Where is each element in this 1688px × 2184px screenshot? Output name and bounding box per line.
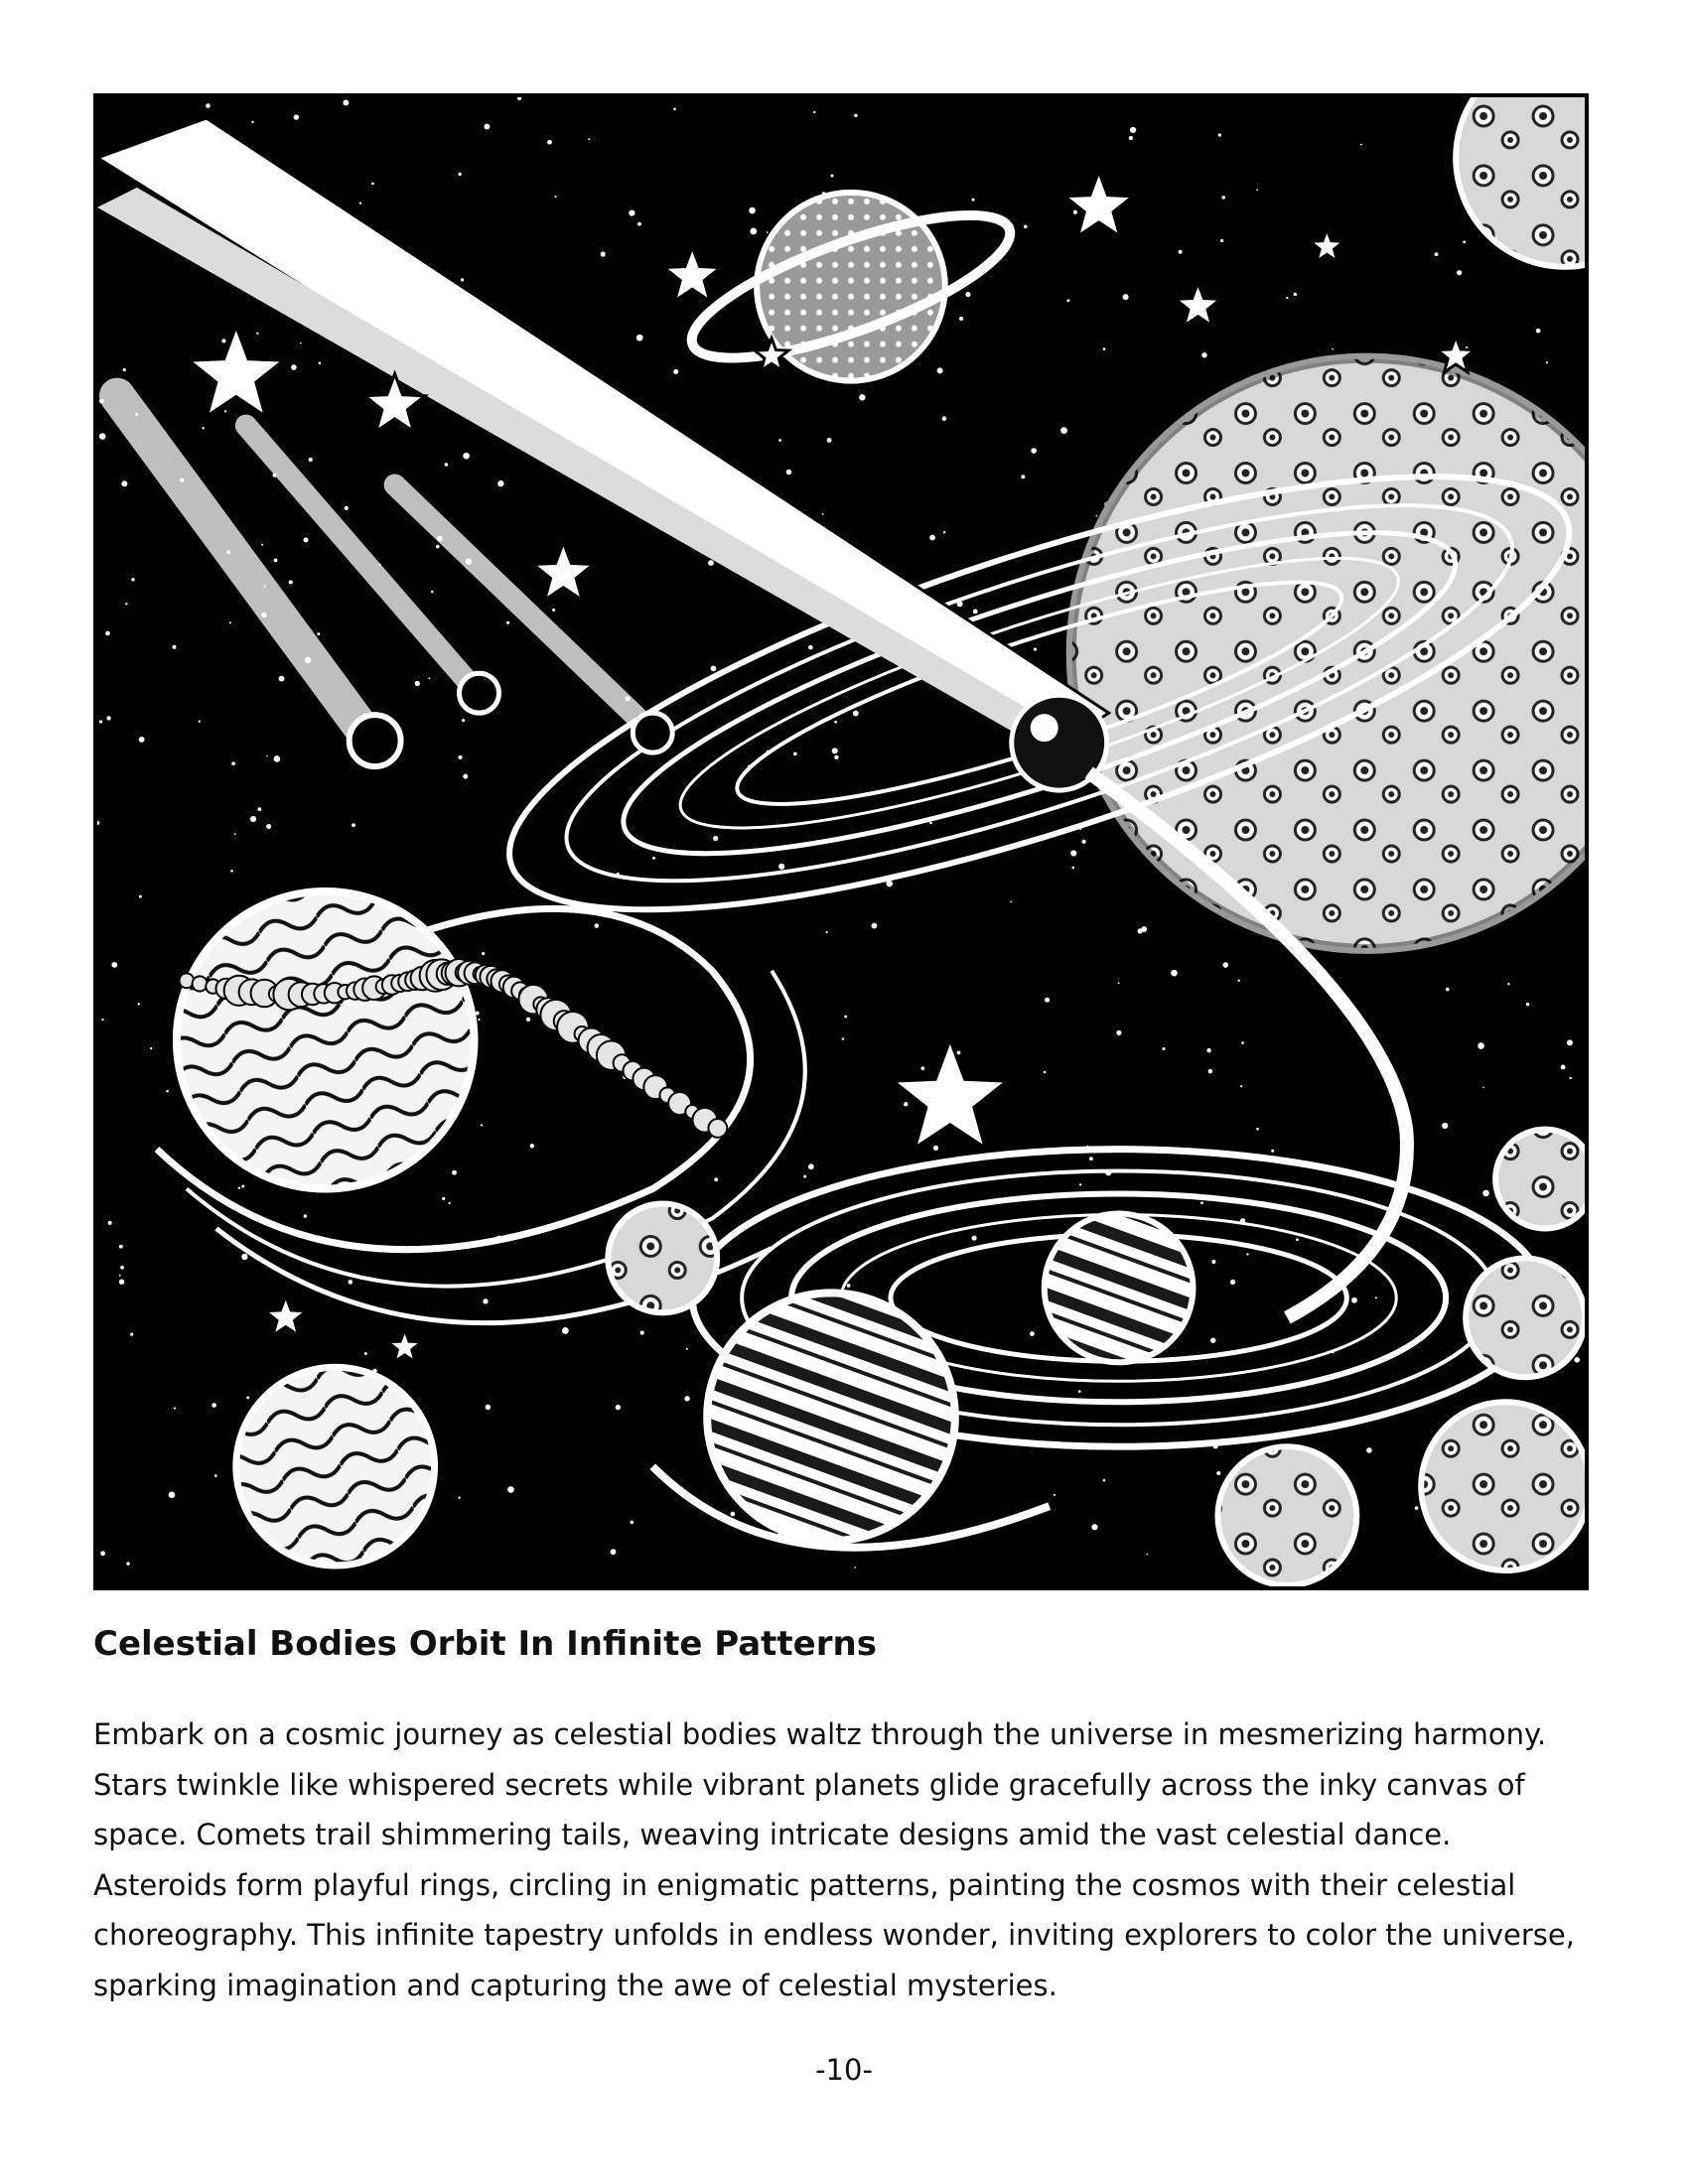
star-dot: [364, 1352, 367, 1355]
star-dot: [250, 816, 256, 822]
star-dot: [601, 251, 606, 256]
star-dot: [119, 1275, 121, 1277]
star-dot: [1071, 867, 1074, 870]
star-dot: [714, 1177, 718, 1181]
star-dot: [257, 807, 261, 811]
orb: [193, 976, 208, 991]
star-dot: [1021, 475, 1025, 478]
star-dot: [1507, 983, 1509, 985]
star-dot: [1010, 901, 1012, 903]
star-dot: [461, 278, 464, 281]
star-dot: [119, 1280, 124, 1285]
star-dot: [1256, 1128, 1259, 1131]
star-dot: [256, 333, 258, 335]
page-title: Celestial Bodies Orbit In Infinite Patterns: [93, 1624, 877, 1664]
star-dot: [1162, 1047, 1165, 1050]
space-scene-artwork: [97, 97, 1585, 1586]
star-dot: [552, 609, 555, 612]
star-dot: [943, 531, 945, 533]
center-striped-planet: [1045, 1214, 1194, 1363]
star-dot: [266, 755, 268, 757]
star-dot: [631, 1521, 634, 1525]
star-dot: [463, 774, 468, 779]
star-dot: [478, 1019, 480, 1021]
star-dot: [853, 711, 859, 717]
star-dot: [431, 591, 434, 594]
star-dot: [832, 748, 838, 753]
star-dot: [854, 114, 857, 117]
star-dot: [506, 621, 509, 624]
star-dot: [859, 394, 865, 400]
star-dot: [803, 1175, 806, 1178]
star-dot: [684, 1396, 689, 1401]
star-dot: [1066, 299, 1069, 302]
star-dot: [1536, 329, 1541, 334]
star-dot: [831, 174, 834, 177]
star-dot: [637, 222, 641, 226]
star-dot: [1366, 1447, 1372, 1453]
star-dot: [1561, 1065, 1566, 1070]
star-dot: [1477, 1042, 1484, 1049]
star-dot: [291, 364, 297, 370]
star-dot: [172, 645, 176, 649]
star-dot: [234, 833, 236, 835]
star-dot: [138, 1003, 140, 1005]
star-dot: [1103, 1479, 1106, 1482]
star-dot: [130, 1333, 133, 1336]
star-dot: [261, 544, 263, 546]
star-dot: [246, 1397, 249, 1400]
star-dot: [530, 1144, 534, 1148]
coloring-illustration: [93, 93, 1589, 1590]
star-dot: [121, 480, 127, 486]
star-dot: [445, 463, 449, 467]
star-dot: [629, 209, 634, 215]
star-dot: [1570, 1077, 1572, 1079]
star-dot: [1375, 1297, 1377, 1298]
star-dot: [300, 342, 302, 344]
star-dot: [942, 416, 947, 421]
star-dot: [309, 458, 313, 462]
star-dot: [904, 1102, 908, 1106]
star-dot: [555, 196, 557, 198]
star-dot: [972, 199, 975, 202]
star-dot: [294, 114, 299, 119]
star-dot: [174, 1407, 176, 1409]
star-dot: [1435, 252, 1439, 256]
star-dot: [1446, 988, 1450, 992]
star-dot: [343, 99, 349, 105]
star-dot: [822, 513, 824, 515]
large-cratered-planet: [1069, 356, 1585, 951]
star-dot: [957, 1051, 961, 1055]
star-dot: [778, 864, 784, 870]
star-dot: [206, 103, 211, 108]
star-dot: [1294, 293, 1297, 296]
star-dot: [673, 107, 676, 110]
star-dot: [99, 720, 102, 723]
star-dot: [482, 952, 485, 955]
star-dot: [458, 1497, 460, 1499]
star-dot: [1103, 347, 1106, 350]
star-dot: [352, 823, 355, 827]
body-text: [93, 1709, 1603, 2010]
star-dot: [929, 822, 932, 825]
star-dot: [594, 923, 599, 928]
star-dot: [686, 1348, 688, 1350]
body-line: Embark on a cosmic journey as celestial bodies waltz through the universe in mesmerizing harmony.: [93, 1717, 1547, 1751]
star-dot: [652, 857, 655, 860]
star-dot: [673, 369, 678, 374]
star-dot: [1332, 348, 1334, 350]
star-dot: [808, 1163, 814, 1169]
star-dot: [241, 1185, 244, 1188]
star-dot: [125, 603, 127, 605]
star-dot: [1130, 127, 1136, 133]
star-dot: [221, 339, 225, 342]
star-dot: [778, 439, 781, 442]
star-dot: [348, 1280, 352, 1285]
star-dot: [1415, 1506, 1419, 1510]
star-dot: [750, 228, 757, 235]
star-dot: [973, 610, 978, 614]
star-dot: [929, 535, 935, 541]
body-line: choreography. This infinite tapestry unfolds in endless wonder, inviting explorers to color the universe,: [93, 1918, 1575, 1952]
star-dot: [933, 1146, 938, 1151]
star-dot: [731, 1512, 736, 1517]
swirl-planet-left: [177, 891, 475, 1189]
star-dot: [319, 362, 322, 365]
star-dot: [711, 666, 717, 672]
star-dot: [211, 1403, 216, 1408]
star-dot: [834, 755, 838, 759]
star-dot: [767, 231, 769, 233]
star-dot: [640, 1330, 644, 1334]
star-dot: [1054, 1494, 1055, 1496]
star-dot: [106, 716, 110, 720]
star-dot: [588, 138, 590, 140]
star-dot: [1118, 982, 1120, 984]
star-dot: [1241, 1041, 1244, 1044]
star-dot: [224, 410, 226, 412]
star-dot: [611, 1549, 617, 1555]
star-dot: [1030, 1331, 1035, 1336]
star-dot: [1526, 1003, 1529, 1006]
star-dot: [1237, 980, 1239, 982]
star-dot: [1081, 840, 1085, 844]
star-dot: [476, 1012, 480, 1016]
star-dot: [1567, 1039, 1573, 1045]
star-dot: [1216, 1471, 1220, 1475]
page-number: -10-: [815, 2053, 873, 2087]
star-dot: [169, 1492, 176, 1499]
star-dot: [1574, 1357, 1580, 1363]
star-dot: [274, 558, 278, 562]
star-dot: [1246, 1253, 1248, 1255]
star-dot: [274, 755, 281, 762]
star-dot: [1089, 1157, 1093, 1160]
star-dot: [937, 367, 943, 373]
star-dot: [920, 1066, 924, 1070]
star-dot: [139, 895, 142, 898]
star-dot: [854, 1567, 856, 1569]
star-dot: [749, 207, 756, 214]
star-dot: [483, 1298, 488, 1303]
star-dot: [1044, 1071, 1047, 1074]
star-dot: [842, 1037, 844, 1039]
star-dot: [1256, 189, 1258, 191]
star-dot: [1211, 1260, 1215, 1264]
star-dot: [713, 836, 718, 841]
star-dot: [497, 480, 503, 486]
star-dot: [317, 632, 320, 635]
star-dot: [371, 183, 374, 186]
star-dot: [1146, 1554, 1148, 1556]
star-dot: [1457, 270, 1462, 275]
star-dot: [1079, 1183, 1081, 1185]
star-dot: [1091, 1524, 1097, 1530]
star-dot: [1271, 1150, 1274, 1153]
star-dot: [229, 621, 231, 623]
star-dot: [1116, 1030, 1121, 1035]
star-dot: [1208, 1069, 1213, 1074]
star-dot: [616, 1405, 621, 1410]
body-line: space. Comets trail shimmering tails, weaving intricate designs amid the vast celestial dance.: [93, 1818, 1452, 1851]
star-dot: [108, 1221, 112, 1225]
star-dot: [241, 1254, 247, 1260]
star-dot: [214, 1474, 217, 1477]
star-dot: [1482, 1087, 1484, 1089]
star-dot: [1129, 136, 1133, 140]
star-dot: [959, 317, 963, 321]
star-dot: [238, 1187, 240, 1189]
bottom-left-planet: [236, 1367, 435, 1566]
star-dot: [786, 470, 792, 476]
star-dot: [965, 292, 970, 297]
star-dot: [1240, 1085, 1242, 1087]
star-dot: [150, 1047, 152, 1049]
star-dot: [289, 580, 293, 584]
star-dot: [1078, 1390, 1081, 1393]
star-dot: [808, 645, 813, 650]
star-dot: [708, 560, 714, 566]
star-dot: [231, 761, 235, 765]
star-dot: [345, 506, 349, 510]
star-dot: [1206, 1048, 1210, 1052]
star-dot: [827, 438, 832, 443]
star-dot: [1200, 1201, 1203, 1204]
star-dot: [123, 368, 126, 371]
star-dot: [547, 140, 552, 145]
star-dot: [1442, 1123, 1448, 1129]
star-dot: [442, 1197, 445, 1200]
orb: [708, 1119, 727, 1138]
star-dot: [105, 631, 110, 636]
star-dot: [486, 1405, 491, 1410]
star-dot: [463, 453, 470, 460]
star-dot: [1296, 1238, 1299, 1241]
star-dot: [1070, 850, 1076, 856]
star-dot: [1463, 240, 1466, 243]
star-dot: [266, 824, 271, 829]
star-dot: [834, 721, 837, 724]
body-line: Asteroids form playful rings, circling in enigmatic patterns, painting the cosmos with their celestial: [93, 1867, 1516, 1902]
body-line: sparking imagination and capturing the awe of celestial mysteries.: [93, 1968, 1057, 2002]
star-dot: [1360, 144, 1362, 146]
star-dot: [458, 755, 462, 759]
star-dot: [304, 537, 309, 542]
star-dot: [1123, 294, 1129, 300]
star-dot: [304, 1214, 307, 1217]
star-dot: [139, 737, 145, 743]
star-dot: [1210, 1338, 1215, 1343]
star-dot: [131, 578, 134, 581]
star-dot: [1220, 239, 1223, 242]
star-dot: [872, 923, 878, 929]
star-dot: [99, 433, 106, 440]
star-dot: [1073, 210, 1077, 214]
star-dot: [126, 1562, 129, 1565]
star-dot: [1286, 297, 1288, 299]
star-dot: [1546, 361, 1548, 363]
star-dot: [1138, 928, 1143, 933]
star-dot: [1045, 998, 1050, 1003]
star-dot: [111, 962, 117, 968]
star-dot: [562, 1327, 569, 1334]
star-dot: [166, 1090, 169, 1093]
star-dot: [481, 1124, 483, 1126]
star-dot: [1351, 1297, 1357, 1303]
star-dot: [507, 1486, 514, 1493]
star-dot: [636, 335, 643, 341]
star-dot: [1222, 962, 1228, 968]
star-dot: [119, 1245, 123, 1249]
star-dot: [1024, 225, 1028, 229]
star-dot: [526, 1018, 530, 1022]
star-dot: [279, 676, 285, 682]
body-line: Stars twinkle like whispered secrets while vibrant planets glide gracefully across the inky canvas of: [93, 1767, 1525, 1802]
star-dot: [847, 1284, 851, 1288]
star-dot: [415, 681, 420, 686]
star-dot: [120, 1266, 124, 1270]
star-dot: [202, 427, 204, 429]
star-dot: [458, 173, 461, 176]
star-dot: [101, 1019, 103, 1021]
star-dot: [1060, 427, 1067, 434]
star-dot: [1218, 133, 1221, 136]
star-dot: [1201, 352, 1206, 357]
star-dot: [793, 752, 797, 756]
star-dot: [1230, 1280, 1235, 1285]
star-dot: [452, 1170, 457, 1175]
star-dot: [359, 202, 361, 204]
star-dot: [251, 121, 253, 123]
star-dot: [844, 1016, 847, 1019]
star-dot: [199, 721, 201, 723]
star-dot: [826, 931, 828, 933]
star-dot: [448, 1202, 450, 1204]
star-dot: [230, 870, 233, 873]
star-dot: [484, 124, 490, 130]
star-dot: [1031, 448, 1037, 454]
star-dot: [813, 111, 815, 113]
star-dot: [1171, 970, 1178, 977]
star-dot: [972, 1235, 977, 1240]
star-dot: [428, 677, 430, 679]
star-dot: [462, 719, 465, 722]
star-dot: [1221, 196, 1225, 200]
star-dot: [1482, 1190, 1489, 1197]
star-dot: [100, 1551, 105, 1556]
star-dot: [1034, 648, 1037, 651]
star-dot: [1179, 250, 1183, 254]
star-dot: [436, 545, 440, 549]
